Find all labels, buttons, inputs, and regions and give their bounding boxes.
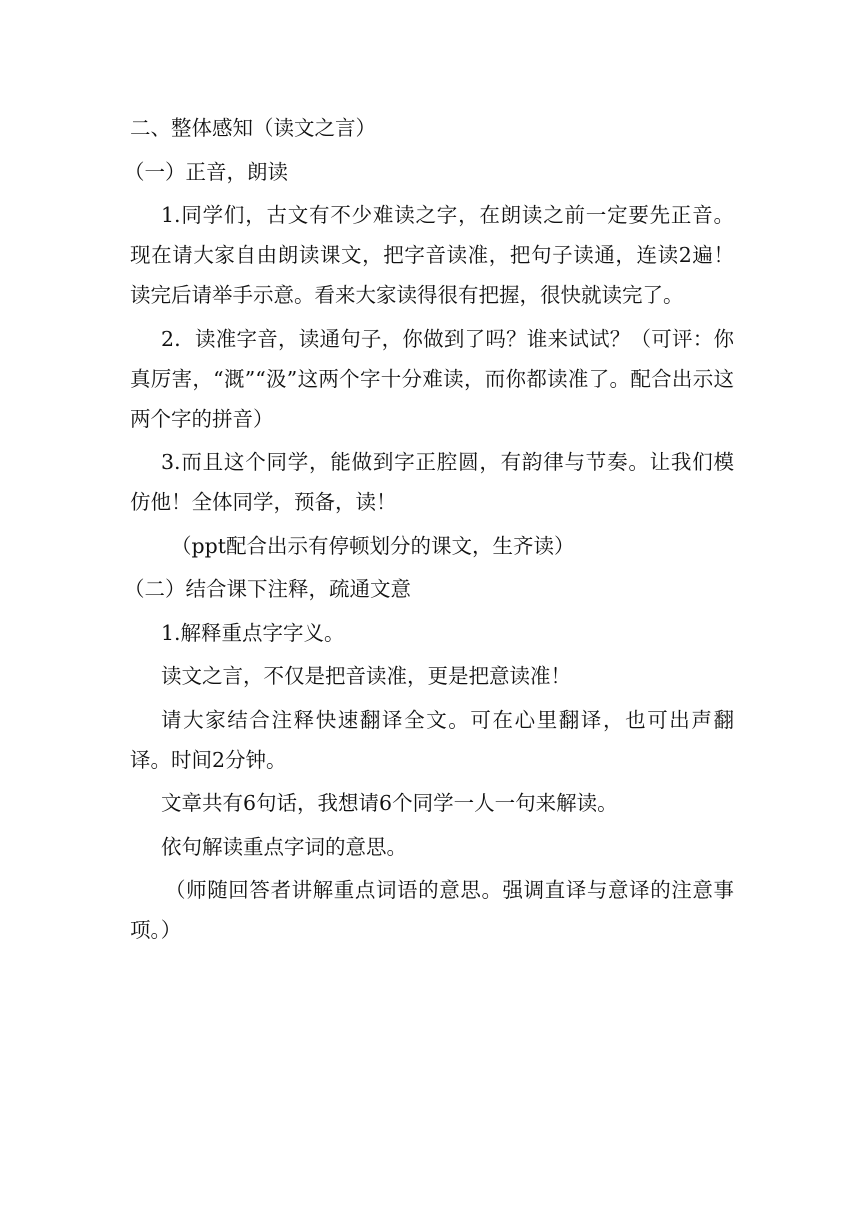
- paragraph-5: 1.解释重点字字义。: [161, 620, 345, 645]
- paragraph-1: 1.同学们，古文有不少难读之字，在朗读之前一定要先正音。现在请大家自由朗读课文，把字音读准，把句子读通，连读2遍！读完后请举手示意。看来大家读得很有把握，很快就读完了。: [130, 203, 734, 307]
- document-body: [124, 108, 734, 954]
- paragraph-10: （师随回答者讲解重点词语的意思。强调直译与意译的注意事项。）: [130, 878, 734, 942]
- subsection-heading-1: （一）正音，朗读: [124, 159, 288, 184]
- paragraph-3: 3.而且这个同学，能做到字正腔圆，有韵律与节奏。让我们模仿他！全体同学，预备，读！: [130, 450, 734, 514]
- paragraph-4: （ppt配合出示有停顿划分的课文，生齐读）: [171, 533, 575, 558]
- paragraph-8: 文章共有6句话，我想请6个同学一人一句来解读。: [161, 791, 618, 815]
- paragraph-9: 依句解读重点字词的意思。: [161, 834, 407, 859]
- section-title: 二、整体感知（读文之言）: [130, 116, 376, 140]
- paragraph-6: 读文之言，不仅是把音读准，更是把意读准！: [161, 664, 571, 688]
- paragraph-7: 请大家结合注释快速翻译全文。可在心里翻译，也可出声翻译。时间2分钟。: [130, 707, 734, 772]
- subsection-heading-2: （二）结合课下注释，疏通文意: [124, 577, 411, 601]
- paragraph-2: 2．读准字音，读通句子，你做到了吗？谁来试试？（可评：你真厉害，“溉”“汲”这两个字十分难读，而你都读准了。配合出示这两个字的拼音）: [130, 326, 734, 431]
